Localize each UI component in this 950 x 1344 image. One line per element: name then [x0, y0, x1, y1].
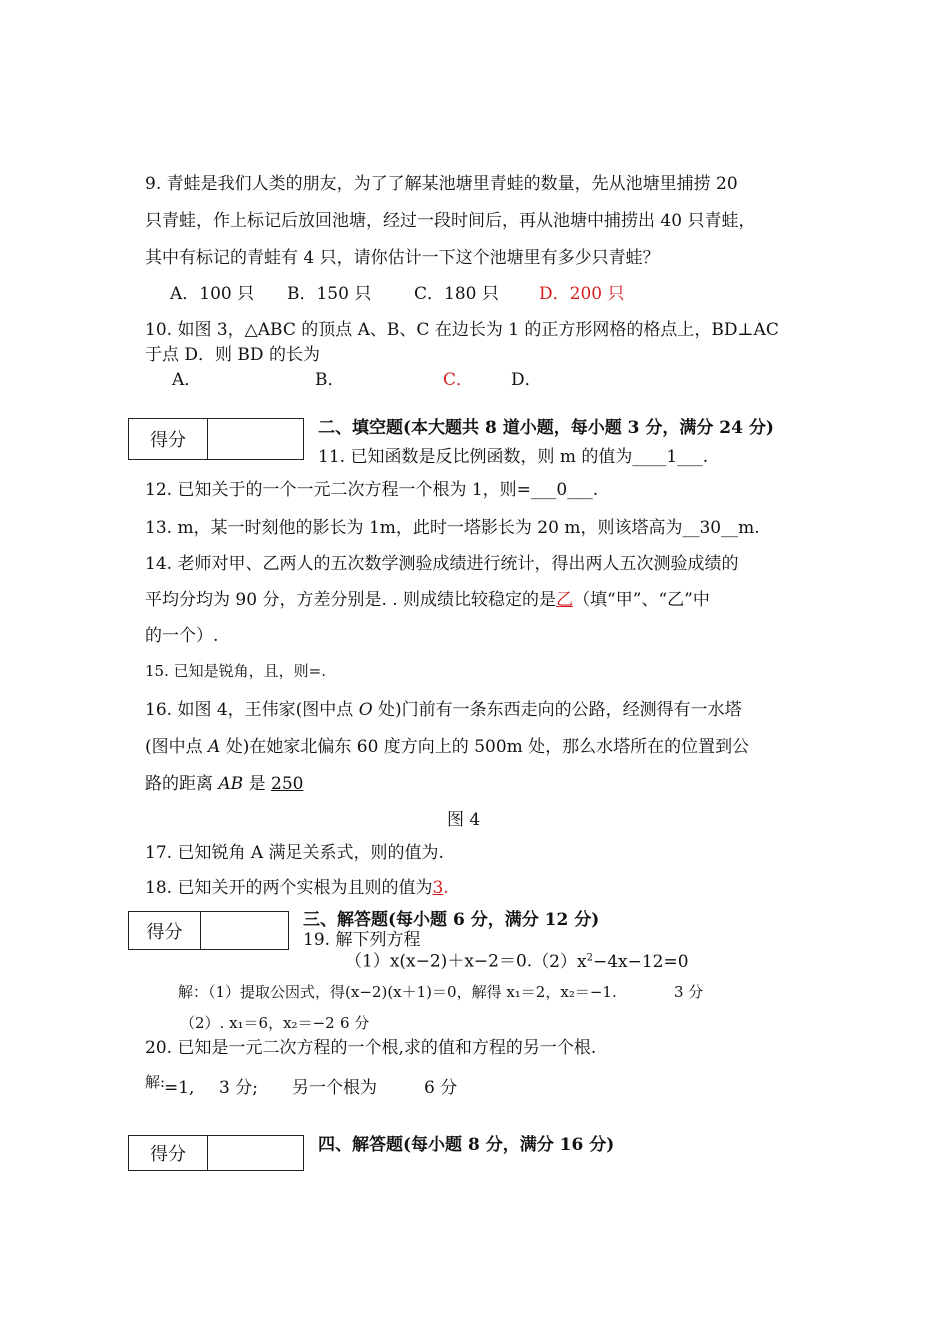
- q9-option-a: A．100 只: [170, 284, 255, 304]
- q16-var-o: O: [358, 700, 373, 720]
- q19-solution2-score: 6 分: [340, 1014, 370, 1032]
- q9-line2: 只青蛙，作上标记后放回池塘，经过一段时间后，再从池塘中捕捞出 40 只青蛙，: [145, 211, 756, 231]
- q20-solution-a: =1,: [164, 1078, 195, 1098]
- q14-answer: 乙: [556, 590, 574, 610]
- q18-suffix: .: [443, 878, 449, 898]
- q10-option-b: B．: [315, 370, 345, 390]
- q10-option-c: C．: [443, 370, 474, 390]
- q11-text: 11. 已知函数是反比例函数，则 m 的值为: [318, 447, 633, 467]
- q14-line1: 14. 老师对甲、乙两人的五次数学测验成绩进行统计，得出两人五次测验成绩的: [145, 554, 739, 574]
- q9-line1: 9. 青蛙是我们人类的朋友，为了了解某池塘里青蛙的数量，先从池塘里捕捞 20: [145, 174, 738, 194]
- q19-eq1: （1）x(x−2)＋x−2＝0.: [345, 951, 533, 972]
- q19-eq2: [532, 952, 688, 972]
- q11-suffix: .: [702, 447, 709, 467]
- q16-answer: 250: [271, 774, 304, 794]
- q15: 15. 已知是锐角，且，则=.: [145, 662, 326, 680]
- section3-heading: 三、解答题(每小题 6 分，满分 12 分): [303, 910, 600, 930]
- q19-solution2: （2）. x₁＝6，x₂＝−2: [180, 1014, 335, 1032]
- q12-text: 12. 已知关于的一个一元二次方程一个根为 1，则=: [145, 480, 531, 500]
- q16-line1: [145, 702, 742, 719]
- q14-line2: [145, 592, 710, 609]
- q10-option-a: A．: [172, 370, 202, 390]
- q16-line2-a: (图中点: [145, 737, 209, 757]
- section2-heading: 二、填空题(本大题共 8 道小题，每小题 3 分，满分 24 分): [318, 418, 774, 438]
- q16-figure-caption: 图 4: [447, 810, 481, 830]
- section3-score-box: [128, 911, 289, 950]
- q14-line3: 的一个）.: [145, 626, 219, 646]
- section4-score-field[interactable]: [208, 1136, 303, 1170]
- q9-option-d: D．200 只: [539, 284, 625, 304]
- q20-solution-label: 解:: [145, 1073, 166, 1091]
- section4-score-box: [128, 1135, 304, 1171]
- q9-option-c: C．180 只: [414, 284, 499, 304]
- q19-title: 19. 解下列方程: [303, 930, 421, 950]
- q16-line2-b: 处)在她家北偏东 60 度方向上的 500m 处，那么水塔所在的位置到公: [220, 737, 750, 757]
- q16-line1-a: 16. 如图 4，王伟家(图中点: [145, 700, 359, 720]
- q16-var-a: A: [208, 737, 221, 757]
- q20-solution-b: 3 分;: [219, 1078, 258, 1098]
- q10-line1: 10. 如图 3，△ABC 的顶点 A、B、C 在边长为 1 的正方形网格的格点上，BD⊥AC: [145, 320, 779, 340]
- q16-var-ab: AB: [218, 774, 244, 794]
- q17: 17. 已知锐角 A 满足关系式，则的值为.: [145, 843, 444, 863]
- q10-option-d: D．: [511, 370, 542, 390]
- q20-solution-d: 6 分: [424, 1078, 458, 1098]
- section3-score-field[interactable]: [201, 912, 288, 949]
- q19-eq2-b: −4x−12=0: [592, 951, 689, 972]
- section4-score-label: 得分: [129, 1136, 208, 1170]
- q9-option-b: B．150 只: [287, 284, 372, 304]
- section4-heading: 四、解答题(每小题 8 分，满分 16 分): [318, 1135, 615, 1155]
- q19-eq2-a: （2）x: [532, 951, 587, 972]
- q12-suffix: .: [592, 480, 599, 500]
- q20-solution-c: 另一个根为: [292, 1078, 377, 1098]
- q14-line2-text: 平均分均为 90 分，方差分别是. . 则成绩比较稳定的是: [145, 590, 557, 610]
- section3-score-label: 得分: [129, 912, 201, 949]
- q19-eq2-sup: 2: [586, 952, 593, 963]
- q16-line1-b: 处)门前有一条东西走向的公路，经测得有一水塔: [372, 700, 742, 720]
- q11: [318, 449, 708, 466]
- q19-solution1-score: 3 分: [674, 983, 704, 1001]
- q16-line3: [145, 776, 303, 793]
- q18: [145, 880, 449, 897]
- q16-line3-a: 路的距离: [145, 774, 219, 794]
- q18-text: 18. 已知关开的两个实根为且则的值为: [145, 878, 433, 898]
- q18-answer: 3: [432, 878, 444, 898]
- section2-score-field[interactable]: [208, 419, 303, 459]
- q9-line3: 其中有标记的青蛙有 4 只，请你估计一下这个池塘里有多少只青蛙？: [145, 248, 660, 268]
- q11-answer: ____1___: [632, 447, 703, 467]
- section2-score-label: 得分: [129, 419, 208, 459]
- section2-score-box: [128, 418, 304, 460]
- q20-title: 20. 已知是一元二次方程的一个根,求的值和方程的另一个根.: [145, 1038, 597, 1058]
- q19-solution1: 解：（1）提取公因式，得(x−2)(x＋1)＝0，解得 x₁＝2，x₂＝−1.: [178, 983, 617, 1001]
- q13: [145, 520, 760, 537]
- q13-answer: __30__: [682, 518, 739, 538]
- q14-line2-suffix: （填“甲”、“乙”中: [573, 590, 710, 610]
- q10-line2: 于点 D．则 BD 的长为: [145, 345, 320, 365]
- q16-line3-b: 是: [243, 774, 271, 794]
- q12: [145, 482, 598, 499]
- q13-text: 13. m，某一时刻他的影长为 1m，此时一塔影长为 20 m，则该塔高为: [145, 518, 683, 538]
- q19-equations: [345, 953, 689, 971]
- q13-suffix: m.: [738, 518, 760, 538]
- q16-line2: [145, 739, 749, 756]
- q12-answer: ___0___: [530, 480, 593, 500]
